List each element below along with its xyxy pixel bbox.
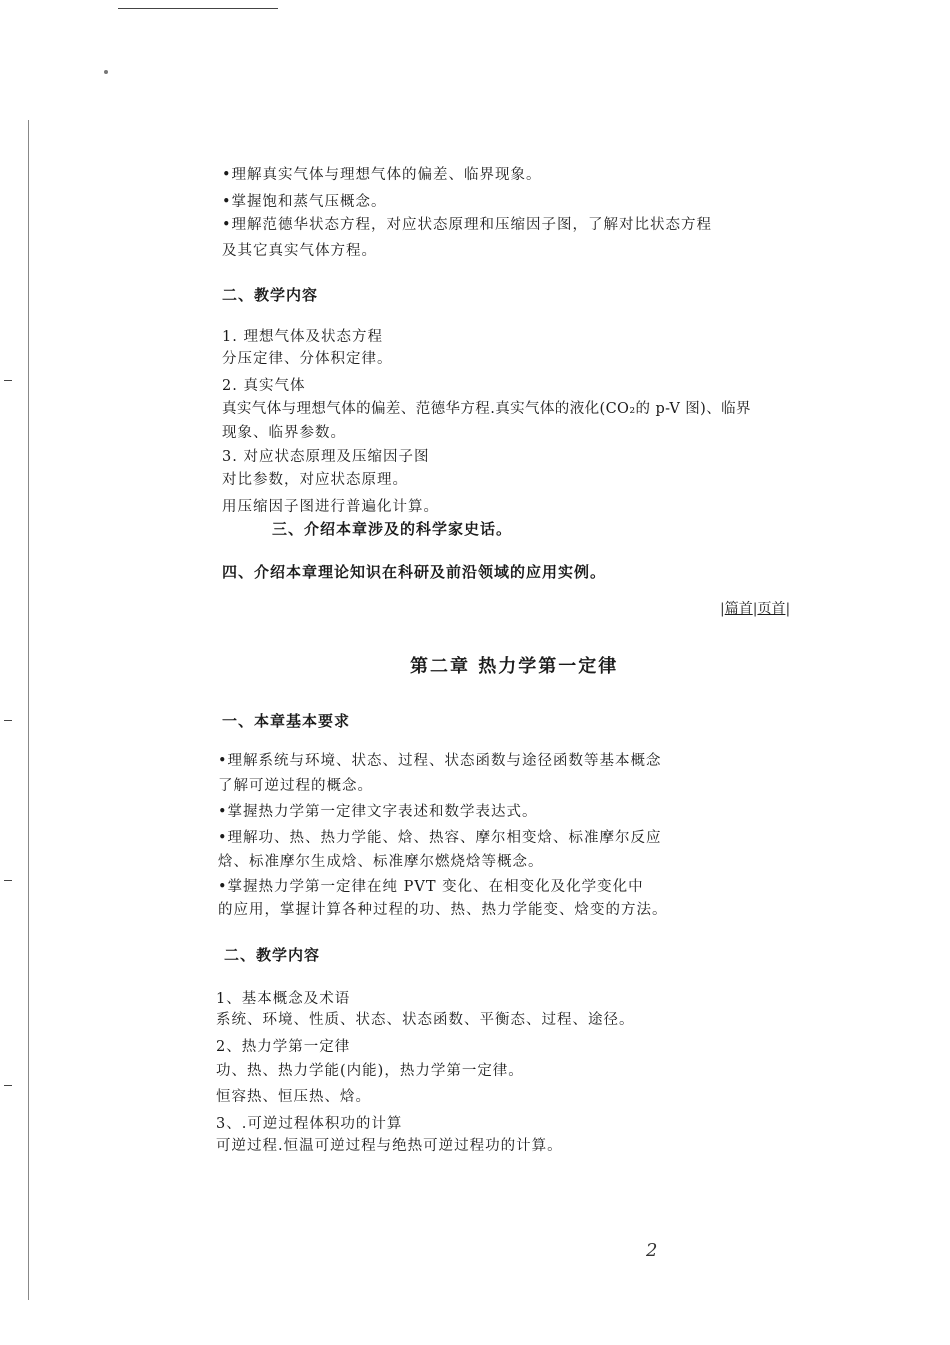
req-line: •理解系统与环境、状态、过程、状态函数与途径函数等基本概念 — [218, 753, 662, 769]
req-line: 了解可逆过程的概念。 — [218, 778, 373, 794]
content-line: 1. 理想气体及状态方程 — [222, 329, 383, 345]
scan-tick — [4, 1085, 12, 1086]
scan-dot — [104, 70, 108, 74]
content-line: 可逆过程.恒温可逆过程与绝热可逆过程功的计算。 — [216, 1138, 563, 1154]
scan-left-margin-line — [28, 120, 29, 1300]
nav-separator: | — [720, 601, 725, 617]
content-line: 3. 对应状态原理及压缩因子图 — [222, 449, 430, 465]
req-line: •理解功、热、热力学能、焓、热容、摩尔相变焓、标准摩尔反应 — [218, 830, 662, 846]
content-line: 真实气体与理想气体的偏差、范德华方程.真实气体的液化(CO₂的 p-V 图)、临界 — [222, 401, 751, 417]
content-line: 恒容热、恒压热、焓。 — [216, 1089, 371, 1105]
content-line: 系统、环境、性质、状态、状态函数、平衡态、过程、途径。 — [216, 1012, 635, 1028]
req-line: •理解真实气体与理想气体的偏差、临界现象。 — [222, 167, 542, 183]
req-line: •理解范德华状态方程，对应状态原理和压缩因子图，了解对比状态方程 — [222, 217, 713, 233]
req-line: •掌握饱和蒸气压概念。 — [222, 194, 387, 210]
nav-link-page-top[interactable]: 页首 — [757, 601, 786, 617]
scan-tick — [4, 380, 12, 381]
scan-tick — [4, 720, 12, 721]
req-line: 焓、标准摩尔生成焓、标准摩尔燃烧焓等概念。 — [218, 854, 544, 870]
section-heading-4: 四、介绍本章理论知识在科研及前沿领域的应用实例。 — [222, 563, 607, 581]
content-line: 2. 真实气体 — [222, 378, 306, 394]
content-line: 现象、临界参数。 — [222, 425, 346, 441]
scan-top-line — [118, 8, 278, 9]
nav-separator: | — [785, 601, 791, 617]
content-line: 功、热、热力学能(内能)，热力学第一定律。 — [216, 1063, 524, 1079]
page-number: 2 — [646, 1240, 658, 1261]
nav-separator: | — [752, 601, 758, 617]
section-heading-3: 三、介绍本章涉及的科学家史话。 — [272, 520, 513, 538]
req-line: •掌握热力学第一定律文字表述和数学表达式。 — [218, 804, 538, 820]
req-line: •掌握热力学第一定律在纯 PVT 变化、在相变化及化学变化中 — [218, 879, 644, 895]
chapter-heading-2: 二、教学内容 — [224, 946, 321, 964]
scan-tick — [4, 880, 12, 881]
content-line: 分压定律、分体积定律。 — [222, 351, 393, 367]
chapter-title: 第二章 热力学第一定律 — [410, 656, 619, 677]
chapter-heading-1: 一、本章基本要求 — [222, 712, 351, 730]
content-line: 对比参数，对应状态原理。 — [222, 472, 408, 488]
req-line: 的应用，掌握计算各种过程的功、热、热力学能变、焓变的方法。 — [218, 902, 668, 918]
content-line: 用压缩因子图进行普遍化计算。 — [222, 499, 439, 515]
content-line: 1、基本概念及术语 — [216, 991, 351, 1007]
nav-link-chapter-top[interactable]: 篇首 — [724, 601, 753, 617]
req-line: 及其它真实气体方程。 — [222, 243, 377, 259]
section-heading: 二、教学内容 — [222, 286, 319, 304]
content-line: 3、.可逆过程体积功的计算 — [216, 1116, 403, 1132]
page-nav — [720, 598, 790, 618]
content-line: 2、热力学第一定律 — [216, 1039, 351, 1055]
